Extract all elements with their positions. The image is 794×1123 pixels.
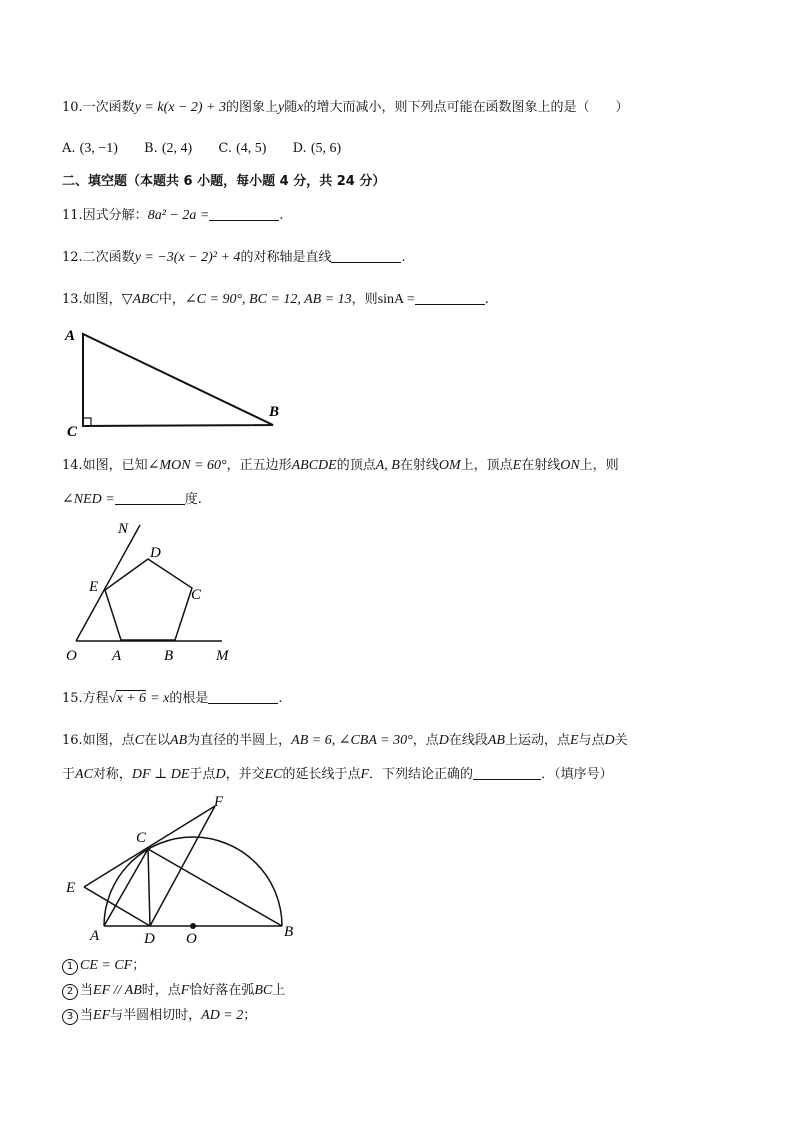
q16-text: 于点	[189, 767, 216, 782]
q10-suffix: 的增大而减小，则下列点可能在函数图象上的是（ ）	[303, 100, 629, 115]
option-label: C.	[218, 141, 232, 156]
q16-condition: DF ⊥ DE	[131, 767, 190, 782]
q14-stem-line2	[62, 490, 202, 510]
segment-cb	[148, 849, 282, 926]
q12-stem	[62, 248, 406, 268]
q14-mid5: 在射线	[521, 458, 561, 473]
q13-stem	[62, 290, 489, 310]
q12-prefix: 12.二次函数	[62, 250, 135, 265]
q16-math: AB	[487, 733, 505, 748]
circled-number: 3	[62, 1009, 78, 1025]
q11-prefix: 11.因式分解：	[62, 208, 148, 223]
q14-stem-line1	[62, 456, 619, 476]
q14-e: E	[512, 458, 522, 473]
label-a: A	[65, 328, 76, 344]
line-ef	[84, 806, 215, 887]
q13-triangle-figure	[55, 322, 295, 440]
q16-text: ．下列结论正确的	[369, 767, 474, 782]
triangle-abc	[83, 334, 273, 426]
label-m: M	[216, 648, 229, 664]
q16-math: D	[215, 767, 226, 782]
circled-number: 1	[62, 959, 78, 975]
q16-math: D	[438, 733, 449, 748]
label-d: D	[144, 931, 155, 947]
q13-suffix: .	[484, 292, 489, 307]
right-angle-mark	[83, 418, 91, 426]
q10-option-d[interactable]	[293, 139, 342, 159]
q11-suffix: .	[279, 208, 284, 223]
q16-math: F	[360, 767, 370, 782]
q16-condition: AB = 6, ∠CBA = 30°	[291, 733, 413, 748]
semicircle-arc	[104, 837, 282, 926]
q16-text: 上运动，点	[504, 733, 570, 748]
q13-ask: ，则	[351, 292, 378, 307]
q14-prefix: 14.如图，已知	[62, 458, 148, 473]
q16-text: 为直径的半圆上，	[187, 733, 292, 748]
label-a: A	[112, 648, 122, 664]
segment-df	[150, 806, 215, 926]
q12-answer-blank[interactable]	[331, 248, 401, 263]
label-c: C	[136, 830, 147, 846]
q16-stem-line1	[62, 731, 628, 751]
q11-answer-blank[interactable]	[209, 206, 279, 221]
label-n: N	[118, 521, 129, 537]
label-o: O	[186, 931, 197, 947]
q10-option-b[interactable]	[144, 139, 192, 159]
segment-cd	[148, 849, 150, 926]
q14-mid3: 在射线	[399, 458, 439, 473]
q14-pentagon-figure	[60, 515, 250, 665]
label-e: E	[89, 579, 99, 595]
q11-stem	[62, 206, 283, 226]
conclusion-text: ；	[132, 958, 146, 973]
q15-suffix: 的根是	[169, 691, 209, 706]
conclusion-text: 当	[80, 983, 94, 998]
q15-end: .	[278, 691, 283, 706]
label-c: C	[191, 587, 202, 603]
q16-text: ，点	[412, 733, 439, 748]
q16-conclusion-3	[62, 1006, 256, 1026]
q10-y: y	[278, 100, 285, 115]
conclusion-text: 时，点	[141, 983, 181, 998]
conclusion-text: 上	[272, 983, 286, 998]
q12-formula: y = −3(x − 2)² + 4	[134, 250, 241, 265]
q10-mid1: 的图象上	[226, 100, 279, 115]
option-label: B.	[144, 141, 158, 156]
q10-x: x	[297, 100, 304, 115]
label-o: O	[66, 648, 77, 664]
q13-answer-blank[interactable]	[415, 290, 485, 305]
q16-text: 与点	[578, 733, 605, 748]
q10-options	[62, 139, 363, 159]
conclusion-math: AD = 2	[201, 1008, 244, 1023]
q10-formula: y = k(x − 2) + 3	[134, 100, 226, 115]
q16-text: 关	[614, 733, 628, 748]
q14-on: ON	[560, 458, 580, 473]
q14-ask: ∠NED =	[62, 492, 115, 507]
option-label: A.	[62, 141, 76, 156]
conclusion-math: BC	[254, 983, 273, 998]
conclusion-text: 恰好落在弧	[189, 983, 255, 998]
q16-stem-line2	[62, 765, 613, 785]
q15-stem	[62, 689, 283, 709]
option-value: (4, 5)	[236, 141, 267, 156]
conclusion-math: CE = CF	[80, 958, 133, 973]
q16-semicircle-figure	[58, 790, 308, 950]
q16-text: 于	[62, 767, 76, 782]
q13-triangle: ▽ABC	[121, 292, 159, 307]
option-value: (2, 4)	[161, 141, 193, 156]
option-value: (5, 6)	[310, 141, 342, 156]
q15-rhs: = x	[150, 691, 170, 706]
q16-text: 对称，	[92, 767, 132, 782]
segment-ed	[84, 887, 150, 926]
label-b: B	[164, 648, 174, 664]
q10-mid2: 随	[284, 100, 298, 115]
q16-text: 16.如图，点	[62, 733, 135, 748]
q10-prefix: 10.一次函数	[62, 100, 135, 115]
q14-unit: 度.	[184, 492, 202, 507]
center-o	[190, 923, 196, 929]
q14-mid6: 上，则	[579, 458, 619, 473]
circled-number: 2	[62, 984, 78, 1000]
q13-prefix: 13.如图，	[62, 292, 122, 307]
label-c: C	[67, 424, 78, 440]
q15-answer-blank[interactable]	[208, 689, 278, 704]
q13-mid: 中，	[158, 292, 185, 307]
q14-om: OM	[438, 458, 461, 473]
q10-option-a[interactable]	[62, 139, 118, 159]
q10-stem	[62, 98, 628, 118]
q13-sin: sinA =	[377, 292, 415, 307]
q14-mid1: ，正五边形	[226, 458, 292, 473]
label-b: B	[284, 924, 294, 940]
q16-math: AC	[75, 767, 93, 782]
label-f: F	[214, 794, 224, 810]
q12-suffix: 的对称轴是直线	[240, 250, 332, 265]
conclusion-text: 当	[80, 1008, 94, 1023]
q16-text: 的延长线于点	[282, 767, 361, 782]
q14-answer-blank[interactable]	[115, 490, 185, 505]
q16-text: 在以	[144, 733, 171, 748]
q16-math: C	[134, 733, 145, 748]
q16-text: ．（填序号）	[541, 767, 613, 782]
sqrt-sign: √	[108, 691, 117, 706]
q15-radicand: x + 6	[116, 691, 147, 706]
q14-mid2: 的顶点	[336, 458, 376, 473]
q12-end: .	[401, 250, 406, 265]
q16-conclusion-2	[62, 981, 285, 1001]
conclusion-math: EF // AB	[93, 983, 142, 998]
q16-text: ，并交	[225, 767, 265, 782]
q16-math: AB	[170, 733, 188, 748]
q14-polygon: ABCDE	[291, 458, 337, 473]
q16-conclusion-1	[62, 956, 145, 976]
pentagon-abcde	[105, 559, 192, 640]
q16-text: 在线段	[448, 733, 488, 748]
q14-angle: ∠MON = 60°	[147, 458, 227, 473]
conclusion-text: ；	[243, 1008, 257, 1023]
q10-option-c[interactable]	[218, 139, 266, 159]
conclusion-math: F	[180, 983, 190, 998]
q14-ab: A, B	[375, 458, 400, 473]
conclusion-math: EF	[93, 1008, 111, 1023]
label-e: E	[66, 880, 76, 896]
q16-math: E	[569, 733, 579, 748]
label-b: B	[269, 404, 280, 420]
q13-condition: ∠C = 90°, BC = 12, AB = 13	[184, 292, 352, 307]
ray-on	[76, 525, 140, 641]
option-label: D.	[292, 141, 307, 156]
q16-math: EC	[264, 767, 283, 782]
q16-answer-blank[interactable]	[473, 765, 541, 780]
q16-math: D	[604, 733, 615, 748]
option-value: (3, −1)	[79, 141, 118, 156]
q14-mid4: 上，顶点	[460, 458, 513, 473]
conclusion-text: 与半圆相切时，	[110, 1008, 202, 1023]
label-a: A	[90, 928, 100, 944]
label-d: D	[150, 545, 161, 561]
q11-formula: 8a² − 2a =	[147, 208, 210, 223]
q15-prefix: 15.方程	[62, 691, 109, 706]
section-title: 二、填空题（本题共 6 小题，每小题 4 分，共 24 分）	[62, 174, 386, 189]
